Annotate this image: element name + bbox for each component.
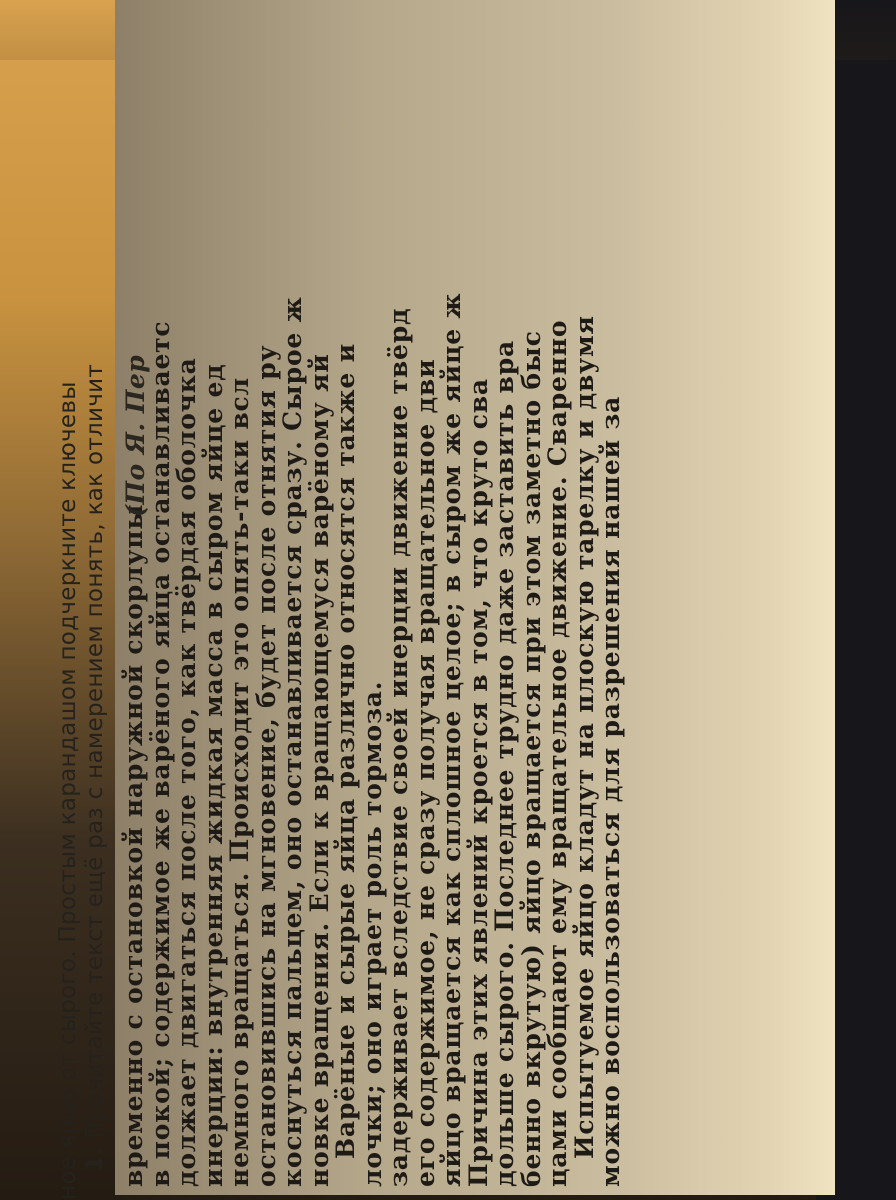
article-line: немного вращаться. Происходит это опять-таки всл — [225, 377, 254, 1187]
article-line: Испытуемое яйцо кладут на плоскую тарелку и двумя — [569, 315, 599, 1159]
article-line: остановившись на мгновение, будет после отнятия ру — [251, 344, 281, 1187]
article-line: дольше сырого. Последнее трудно даже заставить вра — [490, 340, 519, 1187]
task-number: 1. — [82, 1146, 108, 1172]
article-line: яйцо вращается как сплошное целое; в сыром же яйце ж — [437, 292, 466, 1187]
article-line: должает двигаться после того, как твёрдая оболочка — [172, 357, 201, 1187]
article-line: Причина этих явлений кроется в том, что круто сва — [463, 378, 493, 1187]
article-line: можно воспользоваться для разрешения нашей за — [596, 395, 625, 1187]
article-line: в покой; содержимое же варёного яйца останавливаетс — [145, 320, 175, 1187]
task-block — [55, 0, 109, 1200]
article-line: новке вращения. Если к вращающемуся варёному яй — [304, 353, 334, 1187]
article-line: задерживает вследствие своей инерции движение твёрд — [384, 307, 413, 1187]
article-line: временно с остановкой наружной скорлупы. — [119, 494, 148, 1187]
article-line-paragraph-start: Варёные и сырые яйца различно относятся также и — [331, 343, 360, 1159]
article-line: его содержимое, не сразу получая вращательное дви — [410, 358, 440, 1187]
citation-source: (По Я. Пер — [121, 354, 150, 517]
task-line-1: 1. Прочитайте текст ещё раз с намерением понять, как отличит — [82, 0, 109, 1200]
article-line: бенно вкрутую) яйцо вращается при этом заметно быс — [516, 330, 546, 1187]
article-line: лочки; оно играет роль тормоза. — [357, 680, 387, 1187]
task-line-2: ное яйцо от сырого. Простым карандашом подчеркните ключевы — [55, 381, 81, 1200]
article-line: цами сообщают ему вращательное движение. Сваренно — [543, 319, 572, 1187]
article-line: коснуться пальцем, оно останавливается сразу. Сырое ж — [278, 296, 307, 1187]
rotated-page-content — [55, 0, 835, 1200]
article-line: инерции: внутренняя жидкая масса в сыром яйце ед — [198, 363, 228, 1187]
article-text — [121, 0, 625, 1187]
